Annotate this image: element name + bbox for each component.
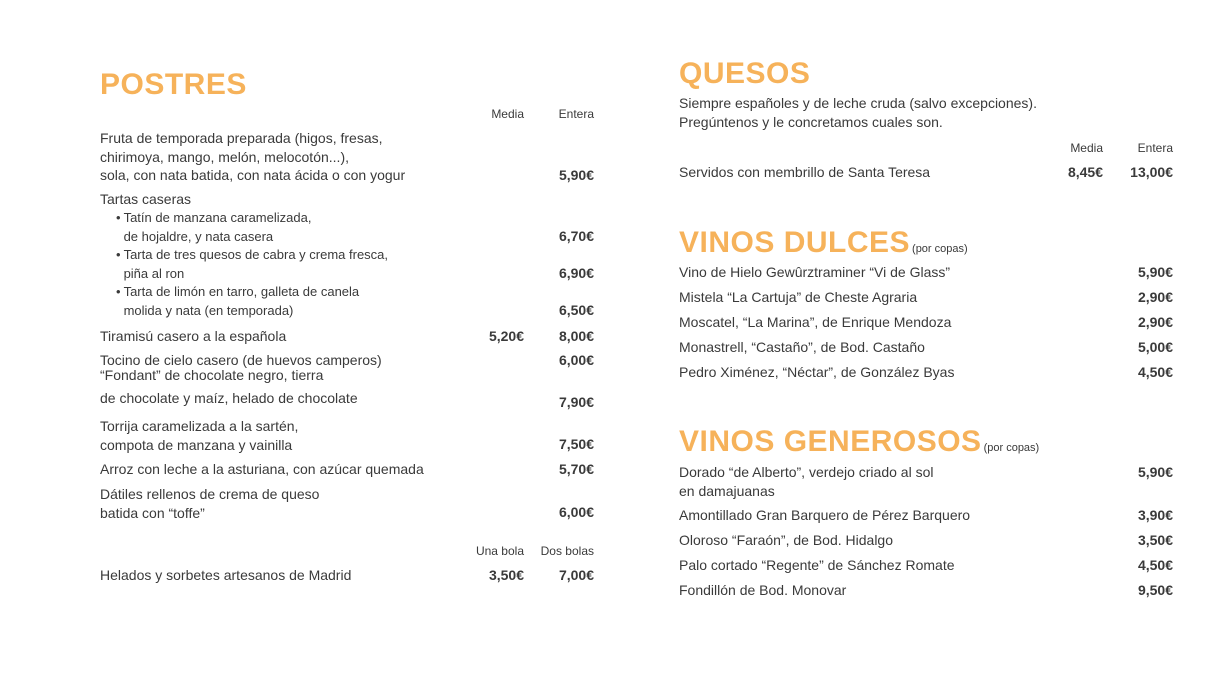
item-text: Tartas caseras [100, 191, 192, 207]
item-price: 2,90€ [1137, 314, 1173, 330]
item-price: 6,70€ [558, 228, 594, 244]
item-text: Monastrell, “Castaño”, de Bod. Castaño [679, 339, 925, 355]
menu-item [679, 288, 1173, 307]
item-price: 9,50€ [1137, 582, 1173, 598]
menu-item [100, 485, 594, 522]
vinos-generosos-title [679, 427, 1039, 457]
col-header-media: Media [1070, 141, 1103, 155]
item-price: 5,90€ [1137, 264, 1173, 280]
col-header-dos-bolas: Dos bolas [540, 544, 594, 558]
item-text: Fruta de temporada preparada (higos, fresas, chirimoya, mango, melón, melocotón...), sola, con nata batida, con nata ácida o con yogur [100, 130, 406, 183]
item-price: 5,90€ [558, 167, 594, 183]
item-price-media: 8,45€ [1067, 164, 1103, 180]
menu-item [100, 190, 594, 209]
menu-item [679, 313, 1173, 332]
item-text: Dátiles rellenos de crema de queso batida con “toffe” [100, 486, 320, 521]
item-price: 6,50€ [558, 302, 594, 318]
menu-item [679, 506, 1173, 525]
item-text: Tarta de limón en tarro, galleta de canela molida y nata (en temporada) [123, 284, 360, 318]
bullet-icon: • [116, 284, 121, 299]
item-text: Torrija caramelizada a la sartén, compota de manzana y vainilla [100, 418, 299, 453]
item-price: 5,70€ [558, 461, 594, 477]
item-text: Arroz con leche a la asturiana, con azúcar quemada [100, 461, 424, 477]
item-text: Tiramisú casero a la española [100, 328, 287, 344]
menu-item [679, 163, 1173, 182]
item-price: 3,50€ [1137, 532, 1173, 548]
item-price: 5,00€ [1137, 339, 1173, 355]
col-header-entera: Entera [558, 107, 594, 121]
menu-item-helados [100, 566, 594, 585]
vinos-generosos-subtitle: (por copas) [983, 442, 1040, 454]
menu-subitem [116, 246, 594, 283]
menu-item [100, 129, 594, 185]
item-text: Tatín de manzana caramelizada, de hojaldre, y nata casera [123, 210, 312, 244]
bullet-icon: • [116, 210, 121, 225]
menu-item [679, 556, 1173, 575]
menu-item [100, 417, 594, 454]
item-text: Servidos con membrillo de Santa Teresa [679, 164, 931, 180]
item-text: Vino de Hielo Gewûrztraminer “Vi de Glass” [679, 264, 951, 280]
item-price: 4,50€ [1137, 364, 1173, 380]
item-text: Fondillón de Bod. Monovar [679, 582, 847, 598]
menu-item [679, 363, 1173, 382]
menu-item [679, 338, 1173, 357]
menu-subitem [116, 283, 594, 320]
item-price: 7,90€ [558, 394, 594, 410]
menu-item [100, 367, 594, 410]
item-price: 3,90€ [1137, 507, 1173, 523]
postres-title: POSTRES [100, 68, 247, 101]
item-price: 2,90€ [1137, 289, 1173, 305]
col-header-una-bola: Una bola [475, 544, 524, 558]
item-price: 5,90€ [1137, 464, 1173, 480]
item-text: Tarta de tres quesos de cabra y crema fresca, piña al ron [123, 247, 389, 281]
bullet-icon: • [116, 247, 121, 262]
col-header-media: Media [491, 107, 524, 121]
item-text: Helados y sorbetes artesanos de Madrid [100, 567, 352, 583]
vinos-dulces-title-text: VINOS DULCES [679, 226, 911, 259]
vinos-dulces-subtitle: (por copas) [912, 243, 968, 255]
menu-item [100, 460, 594, 479]
col-header-entera: Entera [1137, 141, 1173, 155]
item-price-media: 5,20€ [488, 328, 524, 344]
item-price: 7,50€ [558, 436, 594, 452]
item-price: 6,90€ [558, 265, 594, 281]
item-price: 6,00€ [558, 504, 594, 520]
item-price: 8,00€ [558, 328, 594, 344]
item-text: Dorado “de Alberto”, verdejo criado al sol en damajuanas [679, 464, 934, 499]
item-text: Palo cortado “Regente” de Sánchez Romate [679, 557, 955, 573]
menu-subitem [116, 209, 594, 246]
item-text: Amontillado Gran Barquero de Pérez Barquero [679, 507, 971, 523]
quesos-intro: Siempre españoles y de leche cruda (salvo excepciones). Pregúntenos y le concretamos cuales son. [679, 95, 1037, 130]
item-price: 6,00€ [558, 352, 594, 368]
item-text: Moscatel, “La Marina”, de Enrique Mendoza [679, 314, 952, 330]
vinos-dulces-title [679, 228, 968, 258]
quesos-title: QUESOS [679, 57, 811, 90]
item-text: “Fondant” de chocolate negro, tierra de chocolate y maíz, helado de chocolate [100, 367, 358, 406]
item-price-dos: 7,00€ [558, 567, 594, 583]
item-text: Tocino de cielo casero (de huevos camperos) [100, 352, 382, 368]
menu-item [679, 463, 1173, 500]
menu-item [100, 327, 594, 346]
item-text: Mistela “La Cartuja” de Cheste Agraria [679, 289, 918, 305]
menu-item [679, 263, 1173, 282]
item-price: 13,00€ [1130, 164, 1173, 180]
item-price-una: 3,50€ [488, 567, 524, 583]
vinos-generosos-title-text: VINOS GENEROSOS [679, 425, 982, 458]
menu-item [679, 531, 1173, 550]
item-text: Pedro Ximénez, “Néctar”, de González Byas [679, 364, 955, 380]
item-price: 4,50€ [1137, 557, 1173, 573]
item-text: Oloroso “Faraón”, de Bod. Hidalgo [679, 532, 893, 548]
menu-item [679, 581, 1173, 600]
